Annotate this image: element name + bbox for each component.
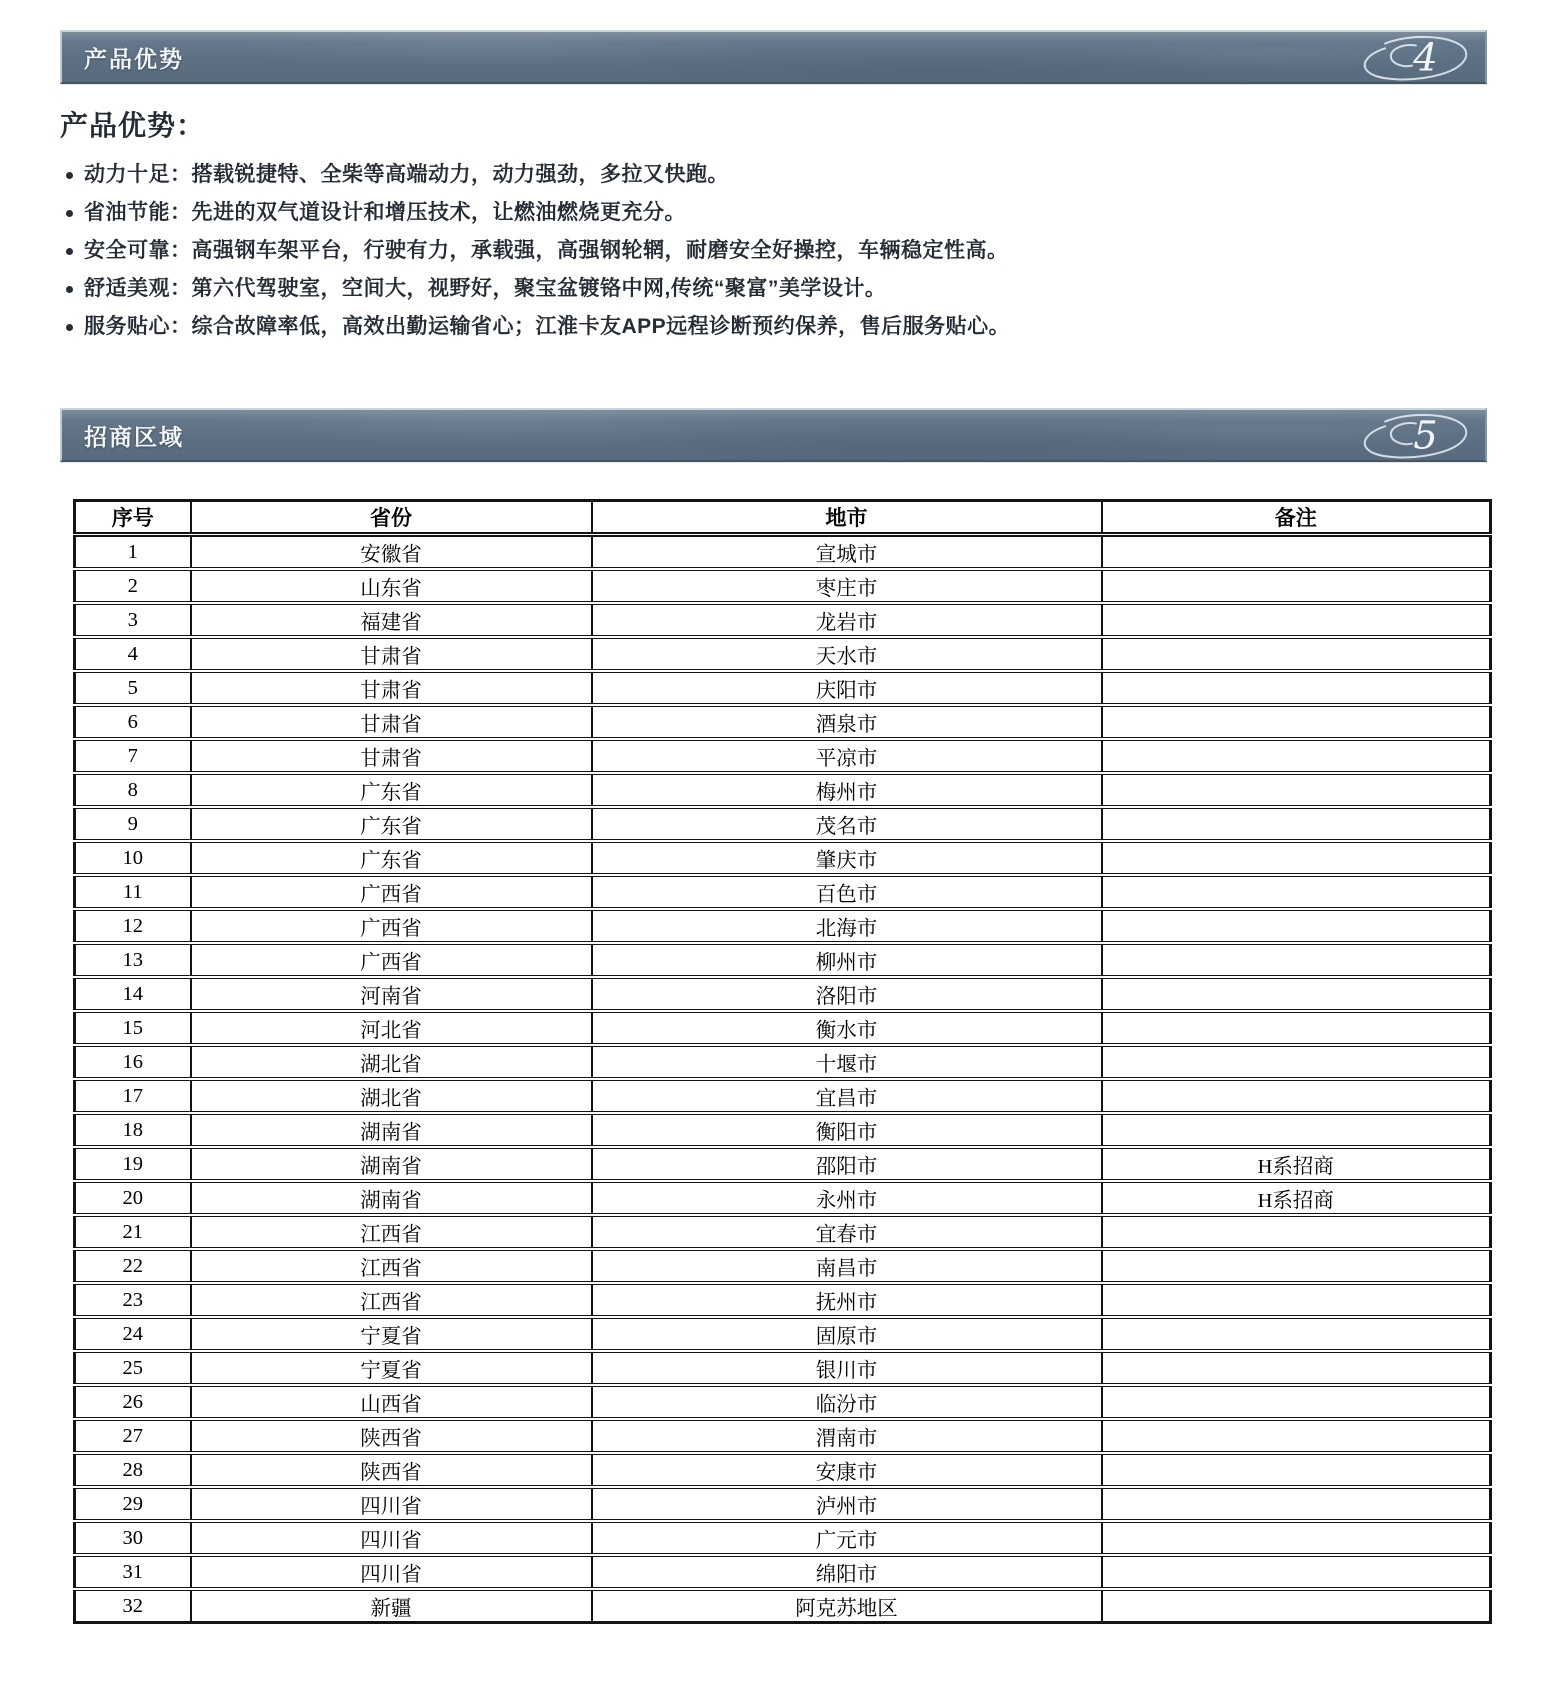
table-row bbox=[75, 1181, 1491, 1215]
table-cell bbox=[1102, 1385, 1491, 1419]
bullet-dot-icon bbox=[66, 324, 73, 331]
table-cell: 1 bbox=[75, 535, 191, 570]
table-row bbox=[75, 1487, 1491, 1521]
table-cell bbox=[1102, 943, 1491, 977]
table-cell: H系招商 bbox=[1102, 1147, 1491, 1181]
table-cell: 19 bbox=[75, 1147, 191, 1181]
page-number: 5 bbox=[1413, 413, 1438, 459]
table-cell: 肇庆市 bbox=[592, 841, 1102, 875]
table-cell bbox=[1102, 1521, 1491, 1555]
banner-title-investment-regions: 招商区域 bbox=[84, 423, 184, 450]
table-row bbox=[75, 943, 1491, 977]
table-cell bbox=[1102, 569, 1491, 603]
table-cell: 广西省 bbox=[191, 875, 592, 909]
table-cell: 27 bbox=[75, 1419, 191, 1453]
handwritten-circle-icon bbox=[1355, 31, 1473, 83]
table-cell bbox=[1102, 1283, 1491, 1317]
table-cell: 酒泉市 bbox=[592, 705, 1102, 739]
table-cell: 4 bbox=[75, 637, 191, 671]
table-cell: 24 bbox=[75, 1317, 191, 1351]
advantage-text: 服务贴心：综合故障率低，高效出勤运输省心；江淮卡友APP远程诊断预约保养，售后服务贴心。 bbox=[84, 315, 1011, 338]
table-cell: 陕西省 bbox=[191, 1419, 592, 1453]
table-cell bbox=[1102, 739, 1491, 773]
table-cell: 新疆 bbox=[191, 1589, 592, 1623]
advantage-item bbox=[66, 202, 1548, 224]
table-cell: 15 bbox=[75, 1011, 191, 1045]
table-cell: 20 bbox=[75, 1181, 191, 1215]
table-row bbox=[75, 739, 1491, 773]
bullet-dot-icon bbox=[66, 172, 73, 179]
table-row bbox=[75, 1317, 1491, 1351]
table-cell bbox=[1102, 705, 1491, 739]
bullet-dot-icon bbox=[66, 248, 73, 255]
table-cell bbox=[1102, 1555, 1491, 1589]
table-cell: 广元市 bbox=[592, 1521, 1102, 1555]
table-cell bbox=[1102, 1453, 1491, 1487]
table-cell: 甘肃省 bbox=[191, 671, 592, 705]
table-cell: 广西省 bbox=[191, 909, 592, 943]
table-cell: 衡水市 bbox=[592, 1011, 1102, 1045]
table-cell: 河北省 bbox=[191, 1011, 592, 1045]
table-row bbox=[75, 1011, 1491, 1045]
table-cell: 泸州市 bbox=[592, 1487, 1102, 1521]
table-cell bbox=[1102, 1419, 1491, 1453]
table-cell: 28 bbox=[75, 1453, 191, 1487]
advantage-item bbox=[66, 316, 1548, 338]
table-cell: 13 bbox=[75, 943, 191, 977]
banner-investment-regions bbox=[60, 408, 1487, 462]
table-row bbox=[75, 637, 1491, 671]
table-cell: 四川省 bbox=[191, 1487, 592, 1521]
table-row bbox=[75, 1045, 1491, 1079]
column-header: 省份 bbox=[191, 501, 592, 535]
table-cell: 永州市 bbox=[592, 1181, 1102, 1215]
table-row bbox=[75, 807, 1491, 841]
table-cell: 临汾市 bbox=[592, 1385, 1102, 1419]
table-cell: 抚州市 bbox=[592, 1283, 1102, 1317]
table-cell: 宁夏省 bbox=[191, 1317, 592, 1351]
table-row bbox=[75, 1419, 1491, 1453]
bullet-dot-icon bbox=[66, 286, 73, 293]
table-cell: 广东省 bbox=[191, 807, 592, 841]
table-cell: 邵阳市 bbox=[592, 1147, 1102, 1181]
table-cell bbox=[1102, 1079, 1491, 1113]
table-row bbox=[75, 671, 1491, 705]
advantages-heading: 产品优势： bbox=[60, 110, 206, 141]
advantage-item bbox=[66, 278, 1548, 300]
table-cell: 北海市 bbox=[592, 909, 1102, 943]
table-row bbox=[75, 569, 1491, 603]
table-cell: 江西省 bbox=[191, 1215, 592, 1249]
table-cell: 南昌市 bbox=[592, 1249, 1102, 1283]
table-cell bbox=[1102, 671, 1491, 705]
table-cell: 湖北省 bbox=[191, 1045, 592, 1079]
table-cell bbox=[1102, 977, 1491, 1011]
banner-product-advantages bbox=[60, 30, 1487, 84]
table-cell: 安康市 bbox=[592, 1453, 1102, 1487]
table-row bbox=[75, 1283, 1491, 1317]
table-row bbox=[75, 1351, 1491, 1385]
table-cell: 32 bbox=[75, 1589, 191, 1623]
table-cell: 梅州市 bbox=[592, 773, 1102, 807]
table-row bbox=[75, 1453, 1491, 1487]
page-number-badge-5 bbox=[1355, 409, 1473, 461]
table-cell: 江西省 bbox=[191, 1249, 592, 1283]
table-cell: 湖南省 bbox=[191, 1113, 592, 1147]
table-cell: 湖南省 bbox=[191, 1147, 592, 1181]
table-cell: 26 bbox=[75, 1385, 191, 1419]
table-cell: 30 bbox=[75, 1521, 191, 1555]
table-row bbox=[75, 977, 1491, 1011]
table-cell: 16 bbox=[75, 1045, 191, 1079]
advantages-list bbox=[66, 164, 1548, 338]
table-cell: 绵阳市 bbox=[592, 1555, 1102, 1589]
table-cell: 十堰市 bbox=[592, 1045, 1102, 1079]
table-row bbox=[75, 1215, 1491, 1249]
table-cell: 柳州市 bbox=[592, 943, 1102, 977]
document-page bbox=[0, 30, 1548, 1701]
table-row bbox=[75, 603, 1491, 637]
table-cell: 四川省 bbox=[191, 1555, 592, 1589]
table-cell bbox=[1102, 1045, 1491, 1079]
advantage-text: 省油节能：先进的双气道设计和增压技术，让燃油燃烧更充分。 bbox=[84, 201, 686, 224]
table-row bbox=[75, 1113, 1491, 1147]
table-cell bbox=[1102, 841, 1491, 875]
table-cell: 5 bbox=[75, 671, 191, 705]
table-cell bbox=[1102, 637, 1491, 671]
advantage-item bbox=[66, 164, 1548, 186]
table-cell: 宣城市 bbox=[592, 535, 1102, 570]
table-cell: 21 bbox=[75, 1215, 191, 1249]
table-cell: 百色市 bbox=[592, 875, 1102, 909]
table-cell: 洛阳市 bbox=[592, 977, 1102, 1011]
table-cell bbox=[1102, 1249, 1491, 1283]
table-cell: 宜春市 bbox=[592, 1215, 1102, 1249]
table-cell: 25 bbox=[75, 1351, 191, 1385]
table-cell: 衡阳市 bbox=[592, 1113, 1102, 1147]
table-cell bbox=[1102, 535, 1491, 570]
regions-table bbox=[73, 499, 1492, 1624]
table-cell: 山东省 bbox=[191, 569, 592, 603]
table-row bbox=[75, 909, 1491, 943]
table-cell: 6 bbox=[75, 705, 191, 739]
table-cell: 甘肃省 bbox=[191, 705, 592, 739]
table-cell: 23 bbox=[75, 1283, 191, 1317]
table-cell: H系招商 bbox=[1102, 1181, 1491, 1215]
table-row bbox=[75, 1249, 1491, 1283]
table-cell bbox=[1102, 1113, 1491, 1147]
table-cell: 庆阳市 bbox=[592, 671, 1102, 705]
table-cell bbox=[1102, 807, 1491, 841]
advantage-text: 动力十足：搭载锐捷特、全柴等高端动力，动力强劲，多拉又快跑。 bbox=[84, 163, 729, 186]
table-cell bbox=[1102, 1215, 1491, 1249]
advantage-text: 舒适美观：第六代驾驶室，空间大，视野好，聚宝盆镀铬中网,传统“聚富”美学设计。 bbox=[84, 277, 887, 300]
table-cell: 江西省 bbox=[191, 1283, 592, 1317]
advantage-text: 安全可靠：高强钢车架平台，行驶有力，承载强，高强钢轮辋，耐磨安全好操控，车辆稳定性高。 bbox=[84, 239, 1009, 262]
table-row bbox=[75, 1385, 1491, 1419]
table-cell: 河南省 bbox=[191, 977, 592, 1011]
table-cell bbox=[1102, 875, 1491, 909]
table-cell: 银川市 bbox=[592, 1351, 1102, 1385]
page-number: 4 bbox=[1413, 35, 1438, 81]
table-cell: 龙岩市 bbox=[592, 603, 1102, 637]
table-cell bbox=[1102, 1317, 1491, 1351]
table-row bbox=[75, 875, 1491, 909]
table-cell: 广东省 bbox=[191, 773, 592, 807]
table-cell: 阿克苏地区 bbox=[592, 1589, 1102, 1623]
table-cell: 10 bbox=[75, 841, 191, 875]
table-cell: 17 bbox=[75, 1079, 191, 1113]
table-cell: 山西省 bbox=[191, 1385, 592, 1419]
table-cell: 天水市 bbox=[592, 637, 1102, 671]
handwritten-circle-icon bbox=[1355, 409, 1473, 461]
table-cell: 22 bbox=[75, 1249, 191, 1283]
table-cell: 湖北省 bbox=[191, 1079, 592, 1113]
table-cell: 3 bbox=[75, 603, 191, 637]
table-cell: 四川省 bbox=[191, 1521, 592, 1555]
table-body bbox=[75, 535, 1491, 1623]
table-cell: 9 bbox=[75, 807, 191, 841]
table-row bbox=[75, 1555, 1491, 1589]
table-cell bbox=[1102, 909, 1491, 943]
bullet-dot-icon bbox=[66, 210, 73, 217]
table-cell: 茂名市 bbox=[592, 807, 1102, 841]
table-cell: 14 bbox=[75, 977, 191, 1011]
banner-title-product-advantages: 产品优势 bbox=[84, 45, 184, 72]
table-cell bbox=[1102, 603, 1491, 637]
table-cell: 广东省 bbox=[191, 841, 592, 875]
table-cell: 宜昌市 bbox=[592, 1079, 1102, 1113]
column-header: 备注 bbox=[1102, 501, 1491, 535]
table-cell: 29 bbox=[75, 1487, 191, 1521]
table-row bbox=[75, 1147, 1491, 1181]
table-cell: 31 bbox=[75, 1555, 191, 1589]
table-cell bbox=[1102, 1487, 1491, 1521]
column-header: 地市 bbox=[592, 501, 1102, 535]
table-cell: 7 bbox=[75, 739, 191, 773]
page-number-badge-4 bbox=[1355, 31, 1473, 83]
table-cell: 渭南市 bbox=[592, 1419, 1102, 1453]
table-row bbox=[75, 535, 1491, 570]
table-header-row bbox=[75, 501, 1491, 535]
table-cell bbox=[1102, 1589, 1491, 1623]
table-cell: 12 bbox=[75, 909, 191, 943]
table-cell: 2 bbox=[75, 569, 191, 603]
table-cell: 福建省 bbox=[191, 603, 592, 637]
table-cell bbox=[1102, 1011, 1491, 1045]
table-cell: 甘肃省 bbox=[191, 637, 592, 671]
table-cell: 18 bbox=[75, 1113, 191, 1147]
table-cell: 广西省 bbox=[191, 943, 592, 977]
table-row bbox=[75, 841, 1491, 875]
table-cell bbox=[1102, 1351, 1491, 1385]
table-cell: 平凉市 bbox=[592, 739, 1102, 773]
table-cell: 宁夏省 bbox=[191, 1351, 592, 1385]
table-cell: 8 bbox=[75, 773, 191, 807]
table-row bbox=[75, 1589, 1491, 1623]
table-cell bbox=[1102, 773, 1491, 807]
table-cell: 枣庄市 bbox=[592, 569, 1102, 603]
table-row bbox=[75, 1079, 1491, 1113]
table-row bbox=[75, 705, 1491, 739]
table-cell: 甘肃省 bbox=[191, 739, 592, 773]
table-row bbox=[75, 1521, 1491, 1555]
table-cell: 固原市 bbox=[592, 1317, 1102, 1351]
table-cell: 安徽省 bbox=[191, 535, 592, 570]
advantage-item bbox=[66, 240, 1548, 262]
table-row bbox=[75, 773, 1491, 807]
column-header: 序号 bbox=[75, 501, 191, 535]
table-cell: 湖南省 bbox=[191, 1181, 592, 1215]
table-cell: 11 bbox=[75, 875, 191, 909]
table-cell: 陕西省 bbox=[191, 1453, 592, 1487]
